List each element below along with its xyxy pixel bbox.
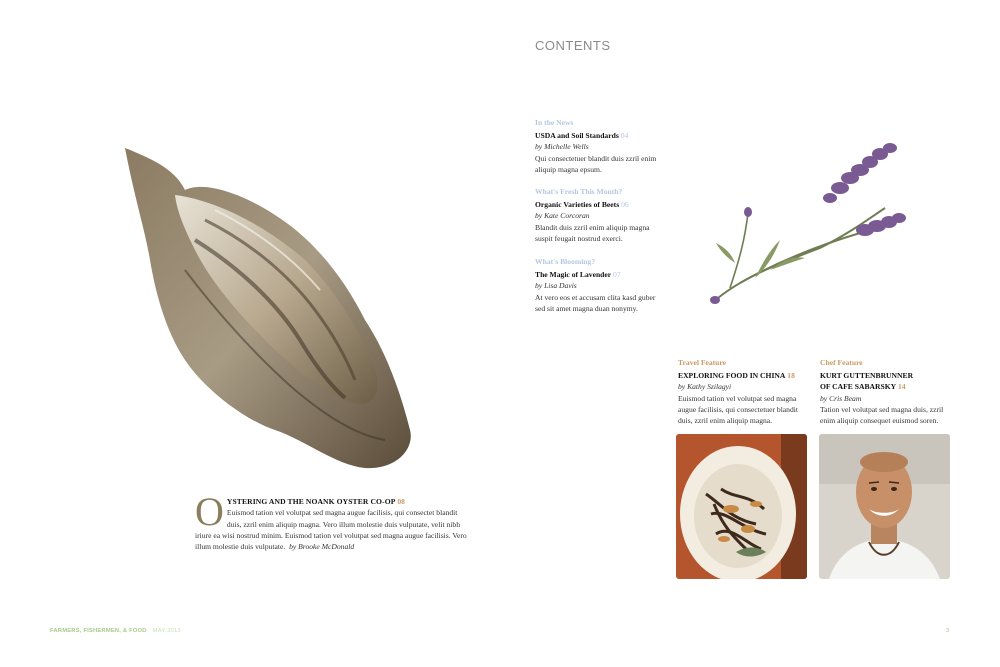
article-byline: by Brooke McDonald: [289, 542, 355, 552]
toc-headline: Organic Varieties of Beets: [535, 200, 620, 210]
feature-blurb: Tation vel volutpat sed magna duis, zzril enim aliquip consequet euismod soren.: [820, 404, 944, 426]
toc-section-label: What's Blooming?: [535, 257, 596, 266]
toc-page-number: 07: [613, 270, 621, 280]
footer-publication: [50, 628, 181, 634]
toc-byline: by Kate Corcoran: [535, 211, 590, 221]
page-title: CONTENTS: [535, 38, 611, 53]
feature-headline: KURT GUTTENBRUNNER: [820, 371, 914, 381]
chef-feature: [820, 357, 955, 426]
toc-headline: The Magic of Lavender: [535, 270, 612, 280]
chef-portrait-photo: [819, 434, 950, 579]
drop-cap: O: [195, 489, 224, 534]
feature-byline: by Kathy Szilagyi: [678, 382, 732, 392]
article-body: Euismod tation vel volutpat sed magna augue facilisis, qui consectet blandit duis, zzril enim aliquip magna. Vero illum molestie duis vulputate, velit nibh iriure ea wisi nostrud minim. Euismod tation vel volutpat sed magna augue facilisis. Vero illum molestie duis vulputate.: [195, 508, 467, 552]
footer-publication-name: FARMERS, FISHERMEN, & FOOD: [50, 628, 147, 634]
toc-blurb: At vero eos et accusam clita kasd guber sed sit amet magna duan nonymy.: [535, 292, 656, 313]
feature-byline: by Cris Beam: [820, 393, 862, 403]
feature-page-number: 14: [898, 382, 906, 392]
footer-page-number: 3: [946, 628, 950, 634]
travel-feature: [678, 357, 808, 426]
toc-entry: [535, 256, 665, 314]
oyster-photo: [115, 140, 425, 490]
toc-page-number: 04: [620, 131, 629, 141]
noodle-dish-photo: [676, 434, 807, 579]
feature-section-label: Travel Feature: [678, 358, 727, 367]
toc-byline: by Michelle Wells: [535, 142, 589, 152]
feature-headline: EXPLORING FOOD IN CHINA: [678, 371, 786, 381]
feature-blurb: Euismod tation vel volutpat sed magna augue facilisis, qui consectetuer blandit duis, zzril enim aliquip magna.: [678, 393, 798, 426]
oyster-article: [195, 489, 470, 552]
toc-entry: [535, 186, 665, 244]
toc-byline: by Lisa Davis: [535, 281, 577, 291]
toc-page-number: 06: [621, 200, 629, 210]
toc-blurb: Blandit duis zzril enim aliquip magna suspit feugait nostrud exerci.: [535, 222, 650, 243]
footer-date: MAY 2013: [152, 628, 181, 634]
article-page-number: 08: [397, 497, 405, 506]
toc-section-label: What's Fresh This Month?: [535, 187, 623, 196]
toc-headline: USDA and Soil Standards: [535, 131, 619, 141]
feature-headline-line2: OF CAFE SABARSKY: [820, 382, 897, 392]
feature-page-number: 18: [787, 371, 795, 381]
toc-section-label: In the News: [535, 118, 574, 127]
feature-section-label: Chef Feature: [820, 358, 863, 367]
lavender-sprig: [700, 138, 915, 308]
toc-entry: [535, 117, 665, 175]
toc-blurb: Qui consectetuer blandit duis zzril enim aliquip magna epsum.: [535, 153, 657, 174]
article-headline: YSTERING AND THE NOANK OYSTER CO-OP: [226, 497, 396, 506]
